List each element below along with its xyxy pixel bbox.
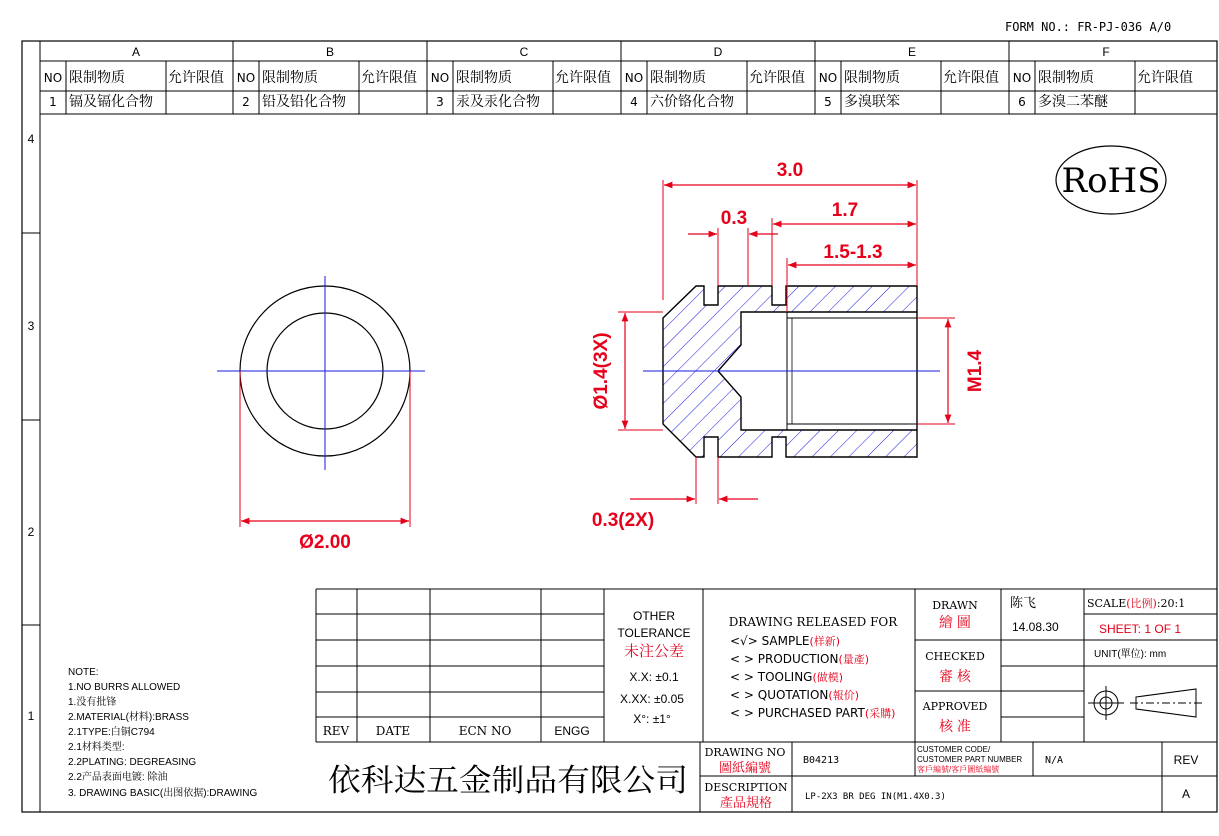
zone-col-b: B — [325, 45, 335, 59]
tolerance-title-cn: 未注公差 — [623, 643, 685, 660]
note-line: 1.NO BURRS ALLOWED — [68, 682, 181, 693]
table-item-no: 3 — [436, 95, 444, 109]
table-no-header: NO — [430, 71, 450, 85]
restricted-substance-table — [40, 61, 1217, 114]
unit-label: UNIT(單位): mm — [1094, 649, 1167, 660]
dim-thread-depth: 1.5-1.3 — [823, 242, 883, 263]
release-label-cn: (样新) — [809, 635, 841, 648]
customer-code-label-2: CUSTOMER PART NUMBER — [917, 755, 1023, 764]
table-no-header: NO — [818, 71, 838, 85]
drawing-no-label-cn: 圖紙編號 — [718, 760, 772, 775]
table-limit-header: 允许限值 — [943, 70, 999, 86]
note-line: 2.1材料类型: — [68, 742, 125, 753]
drawing-no: B04213 — [803, 755, 840, 766]
zone-row-3: 3 — [27, 319, 35, 333]
release-label: PURCHASED PART — [753, 706, 865, 720]
note-line: 2.MATERIAL(材料):BRASS — [68, 712, 189, 723]
release-label-cn: (采購) — [864, 707, 896, 720]
release-label: TOOLING — [753, 670, 813, 684]
table-item-substance: 多溴二苯醚 — [1038, 94, 1108, 110]
release-label: PRODUCTION — [753, 652, 839, 666]
rohs-label: RoHS — [1061, 161, 1161, 201]
release-mark: < > — [730, 706, 754, 720]
description-label: DESCRIPTION — [704, 781, 788, 794]
table-item-no: 4 — [630, 95, 638, 109]
front-view — [217, 276, 425, 553]
dim-bore-depth: 1.7 — [831, 200, 859, 221]
drawing-no-label: DRAWING NO — [704, 746, 786, 759]
table-no-header: NO — [236, 71, 256, 85]
release-mark: <√> — [730, 634, 758, 648]
drawn-label-cn: 繪 圖 — [939, 614, 971, 630]
table-item-substance: 六价铬化合物 — [650, 94, 734, 110]
approved-label: APPROVED — [922, 700, 988, 713]
table-item-no: 5 — [824, 95, 832, 109]
rohs-mark — [1056, 146, 1166, 214]
scale-label-cn: (比例) — [1126, 597, 1157, 610]
tolerance-title-1: OTHER — [633, 609, 675, 623]
projection-symbol-icon — [1088, 686, 1202, 720]
zone-col-e: E — [907, 45, 917, 59]
notes — [68, 667, 257, 799]
table-item-substance: 铅及铅化合物 — [262, 94, 346, 110]
release-item — [730, 634, 840, 648]
release-item — [730, 652, 869, 666]
rev-value: A — [1181, 787, 1191, 801]
drawn-label: DRAWN — [932, 599, 978, 612]
scale-value: :20:1 — [1156, 597, 1186, 610]
dim-groove-width-bottom: 0.3(2X) — [591, 510, 655, 531]
note-line: 2.1TYPE:白铜C794 — [68, 727, 155, 738]
tolerance-line-1: X.X: ±0.1 — [629, 670, 679, 684]
dim-outer-diameter: Ø1.4(3X) — [591, 332, 612, 410]
scale-field — [1087, 596, 1185, 610]
zone-row-1: 1 — [27, 709, 35, 723]
table-item-substance: 镉及镉化合物 — [69, 94, 153, 110]
title-block-text — [323, 595, 1202, 810]
table-item-substance: 多溴联笨 — [844, 94, 900, 110]
approved-label-cn: 核 准 — [939, 718, 971, 734]
table-substance-header: 限制物质 — [456, 70, 512, 86]
table-item-no: 2 — [242, 95, 250, 109]
zone-col-d: D — [713, 45, 723, 59]
release-mark: < > — [730, 670, 754, 684]
release-label-cn: (報价) — [828, 689, 859, 702]
customer-code-label-1: CUSTOMER CODE/ — [917, 745, 991, 754]
table-item-substance: 汞及汞化合物 — [456, 94, 540, 110]
table-limit-header: 允许限值 — [168, 70, 224, 86]
ecn-header: ECN NO — [458, 724, 512, 738]
date-header: DATE — [375, 724, 411, 738]
zone-columns — [132, 41, 1110, 61]
release-mark: < > — [730, 688, 754, 702]
rev-header: REV — [322, 724, 350, 738]
engg-header: ENGG — [554, 724, 590, 738]
table-limit-header: 允许限值 — [555, 70, 611, 86]
tolerance-line-3: X°: ±1° — [633, 712, 671, 726]
checked-label-cn: 審 核 — [939, 668, 971, 684]
rev-label: REV — [1173, 753, 1199, 767]
note-line: 1.没有批锋 — [68, 697, 117, 708]
release-label-cn: (量產) — [838, 653, 870, 666]
note-line: 3. DRAWING BASIC(出图依据):DRAWING — [68, 788, 258, 799]
table-substance-header: 限制物质 — [844, 70, 900, 86]
dim-thread-size: M1.4 — [965, 349, 986, 393]
release-item — [730, 706, 895, 720]
description-label-cn: 產品規格 — [719, 795, 773, 810]
table-no-header: NO — [624, 71, 644, 85]
table-no-header: NO — [1012, 71, 1032, 85]
customer-code: N/A — [1045, 755, 1064, 766]
tolerance-line-2: X.XX: ±0.05 — [620, 692, 684, 706]
drawn-date: 14.08.30 — [1012, 620, 1059, 634]
zone-col-a: A — [131, 45, 141, 59]
table-substance-header: 限制物质 — [262, 70, 318, 86]
release-label: QUOTATION — [753, 688, 829, 702]
table-no-header: NO — [43, 71, 63, 85]
table-item-no: 6 — [1018, 95, 1026, 109]
tolerance-title-2: TOLERANCE — [617, 626, 691, 640]
customer-code-label-cn: 客戶編號/客戶圖紙編號 — [917, 765, 1000, 774]
company-name: 依科达五金制品有限公司 — [328, 763, 688, 799]
table-substance-header: 限制物质 — [650, 70, 706, 86]
dim-groove-width: 0.3 — [720, 208, 748, 229]
dim-front-diameter: Ø2.00 — [299, 532, 351, 553]
description: LP-2X3 BR DEG IN(M1.4X0.3) — [805, 792, 946, 802]
notes-title: NOTE: — [68, 667, 99, 678]
release-mark: < > — [730, 652, 754, 666]
zone-rows — [22, 132, 40, 723]
table-limit-header: 允许限值 — [361, 70, 417, 86]
release-label-cn: (做模) — [812, 671, 844, 684]
zone-row-2: 2 — [27, 525, 35, 539]
zone-row-4: 4 — [27, 132, 35, 146]
note-line: 2.2产品表面电镀: 除油 — [68, 772, 168, 783]
table-limit-header: 允许限值 — [1137, 70, 1193, 86]
note-line: 2.2PLATING: DEGREASING — [68, 757, 197, 768]
form-number: FORM NO.: FR-PJ-036 A/0 — [1005, 20, 1172, 34]
zone-col-c: C — [519, 45, 529, 59]
table-substance-header: 限制物质 — [69, 70, 125, 86]
table-substance-header: 限制物质 — [1038, 70, 1094, 86]
table-item-no: 1 — [49, 95, 57, 109]
release-label: SAMPLE — [757, 634, 810, 648]
drawn-by: 陈飞 — [1010, 595, 1037, 610]
release-item — [730, 670, 843, 684]
dim-overall-length: 3.0 — [776, 160, 804, 181]
release-title: DRAWING RELEASED FOR — [728, 615, 898, 629]
checked-label: CHECKED — [925, 650, 985, 663]
scale-label: SCALE — [1087, 597, 1127, 610]
sheet-number: SHEET: 1 OF 1 — [1099, 622, 1182, 636]
table-limit-header: 允许限值 — [749, 70, 805, 86]
release-item — [730, 688, 859, 702]
section-view — [591, 160, 986, 531]
zone-col-f: F — [1102, 45, 1110, 59]
